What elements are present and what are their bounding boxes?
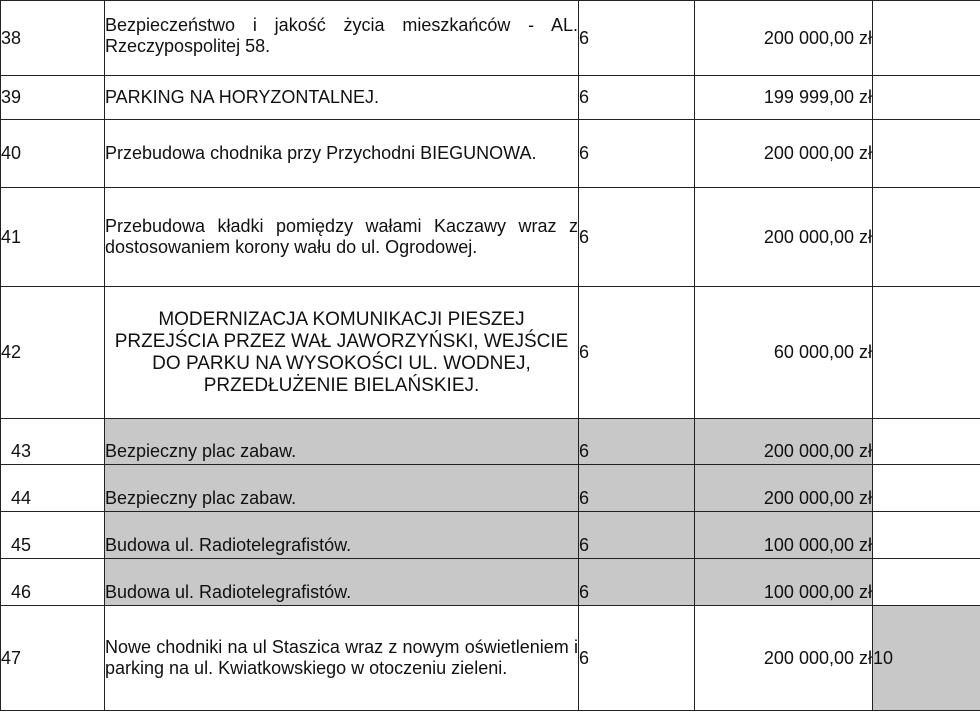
project-category: 6	[579, 465, 695, 512]
table-row	[1, 419, 980, 465]
project-points	[873, 1, 980, 76]
project-category: 6	[579, 120, 695, 188]
project-category: 6	[579, 606, 695, 711]
project-description: Bezpieczny plac zabaw.	[105, 465, 579, 512]
project-amount: 200 000,00 zł	[695, 188, 873, 287]
table-row	[1, 287, 980, 419]
table-row	[1, 465, 980, 512]
table-row	[1, 606, 980, 711]
project-amount: 200 000,00 zł	[695, 1, 873, 76]
row-number: 43	[1, 419, 105, 465]
row-number: 39	[1, 76, 105, 120]
row-number: 41	[1, 188, 105, 287]
table-row	[1, 76, 980, 120]
project-description: MODERNIZACJA KOMUNIKACJI PIESZEJ PRZEJŚCIA PRZEZ WAŁ JAWORZYŃSKI, WEJŚCIE DO PARKU NA WYSOKOŚCI UL. WODNEJ, PRZEDŁUŻENIE BIELAŃSKIEJ.	[105, 287, 579, 419]
project-points	[873, 512, 980, 559]
row-number: 40	[1, 120, 105, 188]
project-amount: 200 000,00 zł	[695, 465, 873, 512]
project-category: 6	[579, 188, 695, 287]
table-row	[1, 1, 980, 76]
row-number: 45	[1, 512, 105, 559]
table-row	[1, 512, 980, 559]
row-number: 47	[1, 606, 105, 711]
project-points	[873, 419, 980, 465]
row-number: 44	[1, 465, 105, 512]
project-category: 6	[579, 1, 695, 76]
project-category: 6	[579, 76, 695, 120]
project-description: Przebudowa chodnika przy Przychodni BIEGUNOWA.	[105, 120, 579, 188]
project-description: Bezpieczny plac zabaw.	[105, 419, 579, 465]
project-description: Przebudowa kładki pomiędzy wałami Kaczawy wraz z dostosowaniem korony wału do ul. Ogrodowej.	[105, 188, 579, 287]
row-number: 46	[1, 559, 105, 606]
project-amount: 200 000,00 zł	[695, 120, 873, 188]
project-description: Budowa ul. Radiotelegrafistów.	[105, 559, 579, 606]
project-description: Budowa ul. Radiotelegrafistów.	[105, 512, 579, 559]
project-points: 10	[873, 606, 980, 711]
project-category: 6	[579, 419, 695, 465]
table-row	[1, 188, 980, 287]
project-points	[873, 76, 980, 120]
project-category: 6	[579, 287, 695, 419]
project-category: 6	[579, 512, 695, 559]
project-description: Nowe chodniki na ul Staszica wraz z nowym oświetleniem i parking na ul. Kwiatkowskiego w otoczeniu zieleni.	[105, 606, 579, 711]
project-points	[873, 287, 980, 419]
project-points	[873, 120, 980, 188]
project-category: 6	[579, 559, 695, 606]
row-number: 42	[1, 287, 105, 419]
project-amount: 199 999,00 zł	[695, 76, 873, 120]
project-points	[873, 188, 980, 287]
project-description: Bezpieczeństwo i jakość życia mieszkańców - AL. Rzeczypospolitej 58.	[105, 1, 579, 76]
project-points	[873, 559, 980, 606]
project-amount: 100 000,00 zł	[695, 559, 873, 606]
project-points	[873, 465, 980, 512]
project-amount: 200 000,00 zł	[695, 606, 873, 711]
project-amount: 60 000,00 zł	[695, 287, 873, 419]
project-description: PARKING NA HORYZONTALNEJ.	[105, 76, 579, 120]
project-amount: 200 000,00 zł	[695, 419, 873, 465]
table-row	[1, 559, 980, 606]
project-amount: 100 000,00 zł	[695, 512, 873, 559]
row-number: 38	[1, 1, 105, 76]
table-row	[1, 120, 980, 188]
